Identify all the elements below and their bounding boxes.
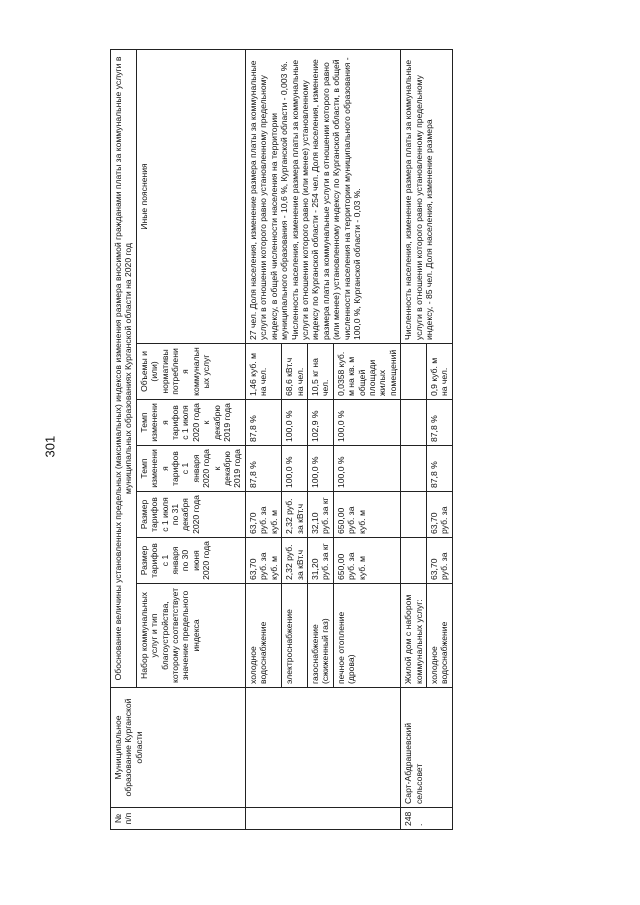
cell-volume: 0,0358 куб. м на кв. м общей площади жилых помещений (333, 344, 400, 400)
cell-growth-jan: 100,0 % (282, 446, 308, 492)
table-row (401, 50, 427, 830)
cell-municipality-empty (245, 688, 400, 808)
cell-tariff-jan: 31,20 руб. за кг (307, 538, 333, 584)
cell-notes: Численность населения, изменение размера платы за коммунальные услуги в отношении которого равно установленному предельному индексу, - 85 чел. Доля населения, изменение размера (401, 50, 453, 344)
cell-tariff-jan: 63,70 руб. за (426, 538, 452, 584)
cell-tariff-jan: 650,00 руб. за куб. м (333, 538, 400, 584)
cell-empty (401, 446, 427, 492)
cell-notes: 27 чел. Доля населения, изменение размера платы за коммунальные услуги в отношении которого равно установленному предельному индексу, в общей численности населения на территории муниципального образования - 10,6 %, Курганской области - 0,003 %. Численность населения, изменение размера платы за коммунальные услуги в отношении которого равно (или менее) установленному индексу по Курганской области - 254 чел. Доля населения, изменение размера платы за коммунальные услуги в отношении которого равно (или менее) установленному индексу по Курганской области, в общей численности населения на территории муниципального образования - 100,0 %, Курганской области - 0,03 %. (245, 50, 400, 344)
cell-service: печное отопление (дрова) (333, 584, 400, 688)
header-notes: Иные пояснения (136, 50, 245, 344)
header-num: № п/п (111, 808, 246, 830)
cell-volume: 0,9 куб. м на чел. (426, 344, 452, 400)
cell-growth-jan: 87,8 % (426, 446, 452, 492)
rotated-table-container (110, 50, 610, 830)
header-volumes: Объемы и (или) нормативы потребления коммунальных услуг (136, 344, 245, 400)
cell-growth-jan: 100,0 % (333, 446, 400, 492)
cell-service: холодное водоснабжение (426, 584, 452, 688)
cell-empty (401, 344, 427, 400)
cell-service: электроснабжение (282, 584, 308, 688)
cell-tariff-jan: 63,70 руб. за куб. м (245, 538, 281, 584)
cell-growth-jul: 87,8 % (245, 400, 281, 446)
cell-growth-jan: 87,8 % (245, 446, 281, 492)
cell-municipality: Сарт-Абдрашевский сельсовет (401, 688, 453, 808)
cell-growth-jul: 87,8 % (426, 400, 452, 446)
cell-volume: 10,5 кг на чел. (307, 344, 333, 400)
cell-growth-jan: 100,0 % (307, 446, 333, 492)
cell-empty (401, 492, 427, 538)
header-basis: Обоснование величины установленных предельных (максимальных) индексов изменения размера вносимой гражданами платы за коммунальные услуги в муниципальных образованиях Курганской области на 2020 год (111, 50, 137, 688)
header-growth-jan: Темп изменения тарифов с 1 января 2020 года к декабрю 2019 года (136, 446, 245, 492)
cell-tariff-jul: 63,70 руб. за (426, 492, 452, 538)
cell-growth-jul: 102,9 % (307, 400, 333, 446)
header-tariff-jul: Размер тарифов с 1 июля по 31 декабря 2020 года (136, 492, 245, 538)
cell-empty (401, 400, 427, 446)
cell-empty (401, 538, 427, 584)
header-tariff-jan: Размер тарифов с 1 января по 30 июня 2020 года (136, 538, 245, 584)
cell-num-empty (245, 808, 400, 830)
cell-growth-jul: 100,0 % (282, 400, 308, 446)
cell-num: 248. (401, 808, 453, 830)
cell-tariff-jul: 63,70 руб. за куб. м (245, 492, 281, 538)
cell-tariff-jul: 2,32 руб. за кВт.ч (282, 492, 308, 538)
page-number: 301 (42, 435, 58, 458)
header-municipality: Муниципальное образование Курганской области (111, 688, 246, 808)
cell-tariff-jul: 32,10 руб. за кг (307, 492, 333, 538)
header-set: Набор коммунальных услуг и тип благоустройства, которому соответствует значение предельного индекса (136, 584, 245, 688)
cell-service: газоснабжение (сжиженный газ) (307, 584, 333, 688)
cell-growth-jul: 100,0 % (333, 400, 400, 446)
tariff-table (110, 49, 453, 830)
cell-volume: 68,6 кВт.ч на чел. (282, 344, 308, 400)
cell-volume: 1,46 куб. м на чел. (245, 344, 281, 400)
cell-set: Жилой дом с набором коммунальных услуг: (401, 584, 427, 688)
table-row (245, 50, 281, 830)
cell-service: холодное водоснабжение (245, 584, 281, 688)
header-growth-jul: Темп изменения тарифов с 1 июля 2020 года к декабрю 2019 года (136, 400, 245, 446)
cell-tariff-jul: 650,00 руб. за куб. м (333, 492, 400, 538)
cell-tariff-jan: 2,32 руб. за кВт.ч (282, 538, 308, 584)
